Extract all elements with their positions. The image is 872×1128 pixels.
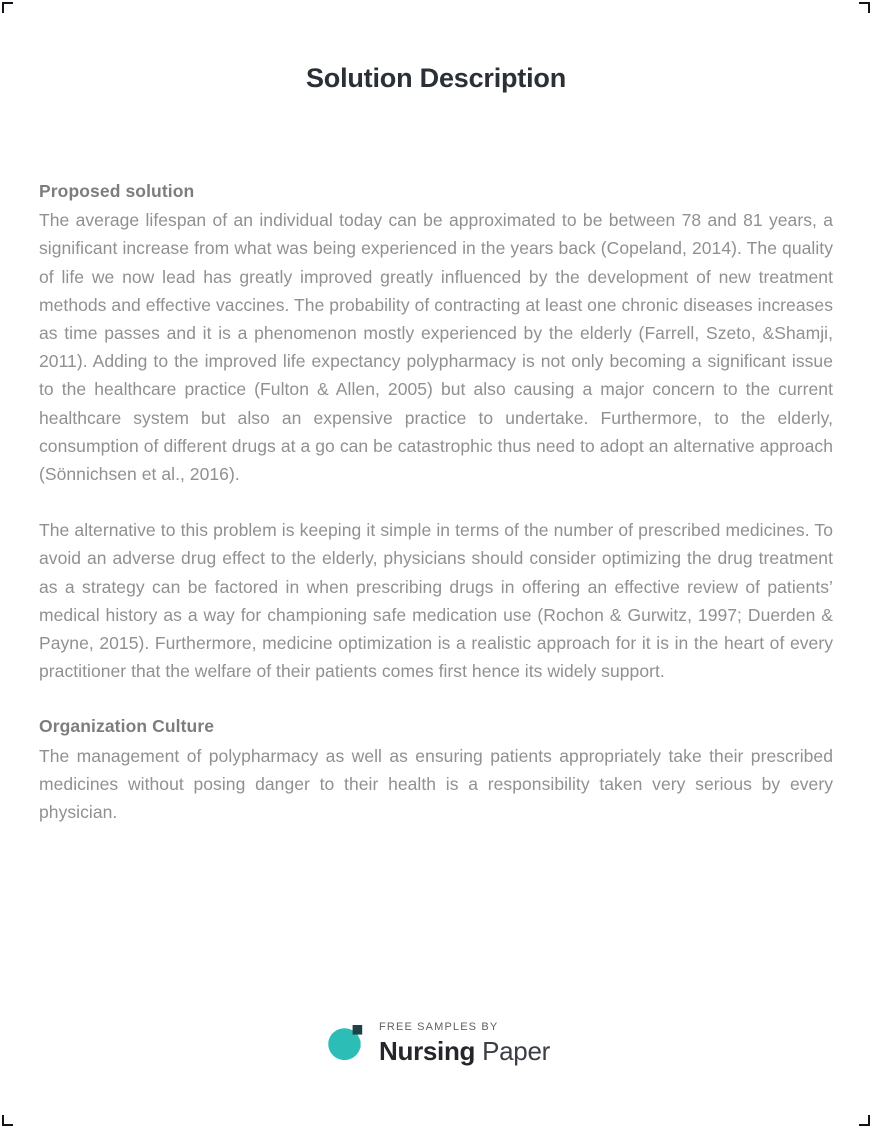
page-corner-mark-bottom-left: [2, 1115, 13, 1126]
brand-tagline: FREE SAMPLES BY: [379, 1021, 499, 1034]
section-heading: Proposed solution: [39, 181, 195, 201]
page-title: Solution Description: [305, 63, 566, 93]
brand-wordmark: [379, 1022, 550, 1065]
paragraph: The alternative to this problem is keeping it simple in terms of the number of prescribed medicines. To avoid an adverse drug effect to the elderly, physicians should consider optimizing the drug treatment as a strategy can be factored in when prescribing drugs in offering an effective review of patients’ medical history as a way for championing safe medication use (Rochon & Gurwitz, 1997; Duerden & Payne, 2015). Furthermore, medicine optimization is a realistic approach for it is in the heart of every practitioner that the welfare of their patients comes first hence its widely support.: [39, 520, 833, 682]
section-organization-culture: [39, 713, 833, 826]
brand-name: [379, 1038, 550, 1065]
section-heading: Organization Culture: [39, 716, 215, 737]
brand-name-primary: Nursing: [379, 1036, 476, 1067]
page-corner-mark-top-left: [2, 2, 13, 13]
section-proposed-solution: [39, 178, 833, 685]
page-corner-mark-top-right: [859, 2, 870, 13]
page-corner-mark-bottom-right: [859, 1115, 870, 1126]
medical-cross-circle-icon: [322, 1022, 366, 1066]
paragraph: The management of polypharmacy as well as ensuring patients appropriately take their prescribed medicines without posing danger to their health is a responsibility taken very serious by every physician.: [39, 745, 833, 822]
document-body: [39, 178, 833, 826]
brand-name-secondary: Paper: [482, 1036, 550, 1067]
footer: [0, 1022, 872, 1066]
brand-logo: [322, 1022, 550, 1066]
paragraph: The average lifespan of an individual today can be approximated to be between 78 and 81 years, a significant increase from what was being experienced in the years back (Copeland, 2014). The quality of life we now lead has greatly improved greatly influenced by the development of new treatment methods and effective vaccines. The probability of contracting at least one chronic diseases increases as time passes and it is a phenomenon mostly experienced by the elderly (Farrell, Szeto, &Shamji, 2011). Adding to the improved life expectancy polypharmacy is not only becoming a significant issue to the healthcare practice (Fulton & Allen, 2005) but also causing a major concern to the current healthcare system but also an expensive practice to undertake. Furthermore, to the elderly, consumption of different drugs at a go can be catastrophic thus need to adopt an alternative approach (Sönnichsen et al., 2016).: [39, 210, 833, 484]
